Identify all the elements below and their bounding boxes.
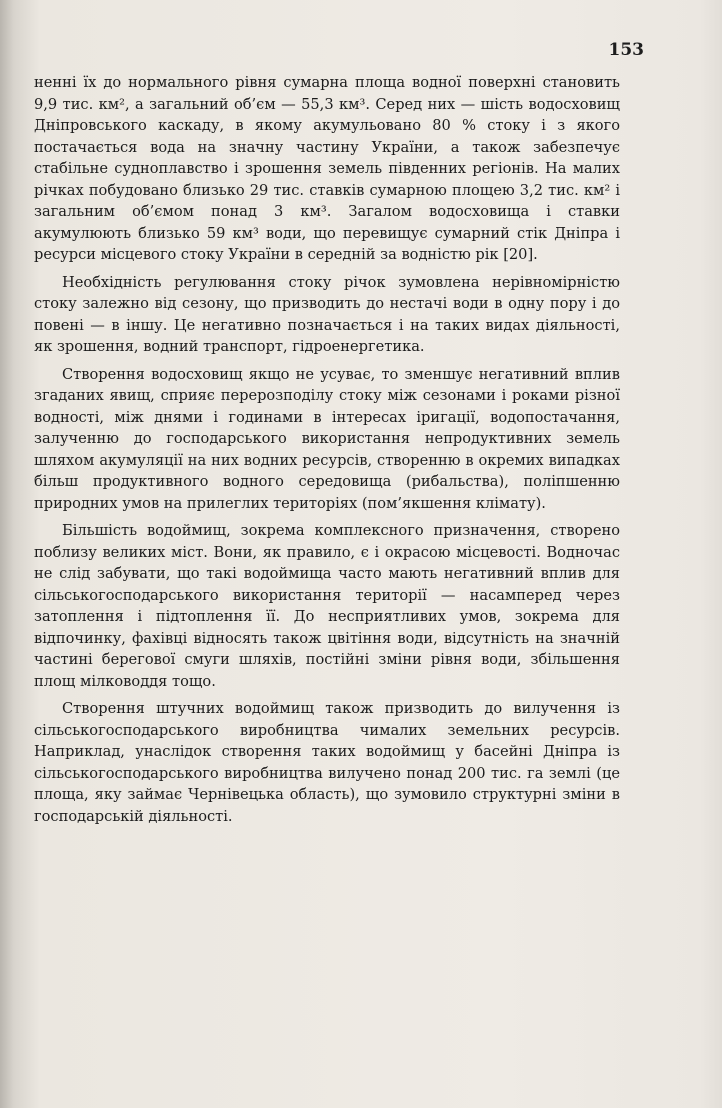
paragraph-land-loss: Створення штучних водоймищ також призводить до вилучення із сільськогосподарського виробництва чималих земельних ресурсів. Наприклад, унаслідок створення таких водоймищ у басейні Дніпра із сільськогосподарського виробництва вилучено понад 200 тис. га землі (це площа, яку займає Чернівецька область), що зумовило структурні зміни в господарській діяльності.	[34, 700, 620, 825]
body-text	[34, 72, 620, 827]
paragraph-continuation: ненні їх до нормального рівня сумарна площа водної поверхні становить 9,9 тис. км², а загальний об’єм — 55,3 км³. Серед них — шість водосховищ Дніпровського каскаду, в якому акумульовано 80 % стоку і з якого постачається вода на значну частину України, а також забезпечує стабільне судноплавство і зрошення земель південних регіонів. На малих річках побудовано близько 29 тис. ставків сумарною площею 3,2 тис. км² і загальним об’ємом понад 3 км³. Загалом водосховища і ставки акумулюють близько 59 км³ води, що перевищує сумарний стік Дніпра і ресурси місцевого стоку України в середній за водністю рік [20].	[34, 74, 620, 263]
paragraph-regulation: Необхідність регулювання стоку річок зумовлена нерівномірністю стоку залежно від сезону, що призводить до нестачі води в одну пору і до повені — в іншу. Це негативно позначається і на таких видах діяльності, як зрошення, водний транспорт, гідроенергетика.	[34, 273, 620, 355]
page-number: 153	[608, 40, 644, 60]
paragraph-reservoirs-cities: Більшість водоймищ, зокрема комплексного призначення, створено поблизу великих міст. Вони, як правило, є і окрасою місцевості. Водночас не слід забувати, що такі водоймища часто мають негативний вплив для сільськогосподарського використання території — насамперед через затоплення і підтоплення її. До несприятливих умов, зокрема для відпочинку, фахівці відносять також цвітіння води, відсутність на значній частині берегової смуги шляхів, постійні зміни рівня води, збільшення площ мілководдя тощо.	[34, 522, 620, 690]
paragraph-reservoirs-benefits: Створення водосховищ якщо не усуває, то зменшує негативний вплив згаданих явищ, сприяє перерозподілу стоку між сезонами і роками різної водності, між днями і годинами в інтересах іригації, водопостачання, залученню до господарського використання непродуктивних земель шляхом акумуляції на них водних ресурсів, створенню в окремих випадках більш продуктивного водного середовища (рибальства), поліпшенню природних умов на прилеглих територіях (пом’якшення клімату).	[34, 365, 620, 512]
